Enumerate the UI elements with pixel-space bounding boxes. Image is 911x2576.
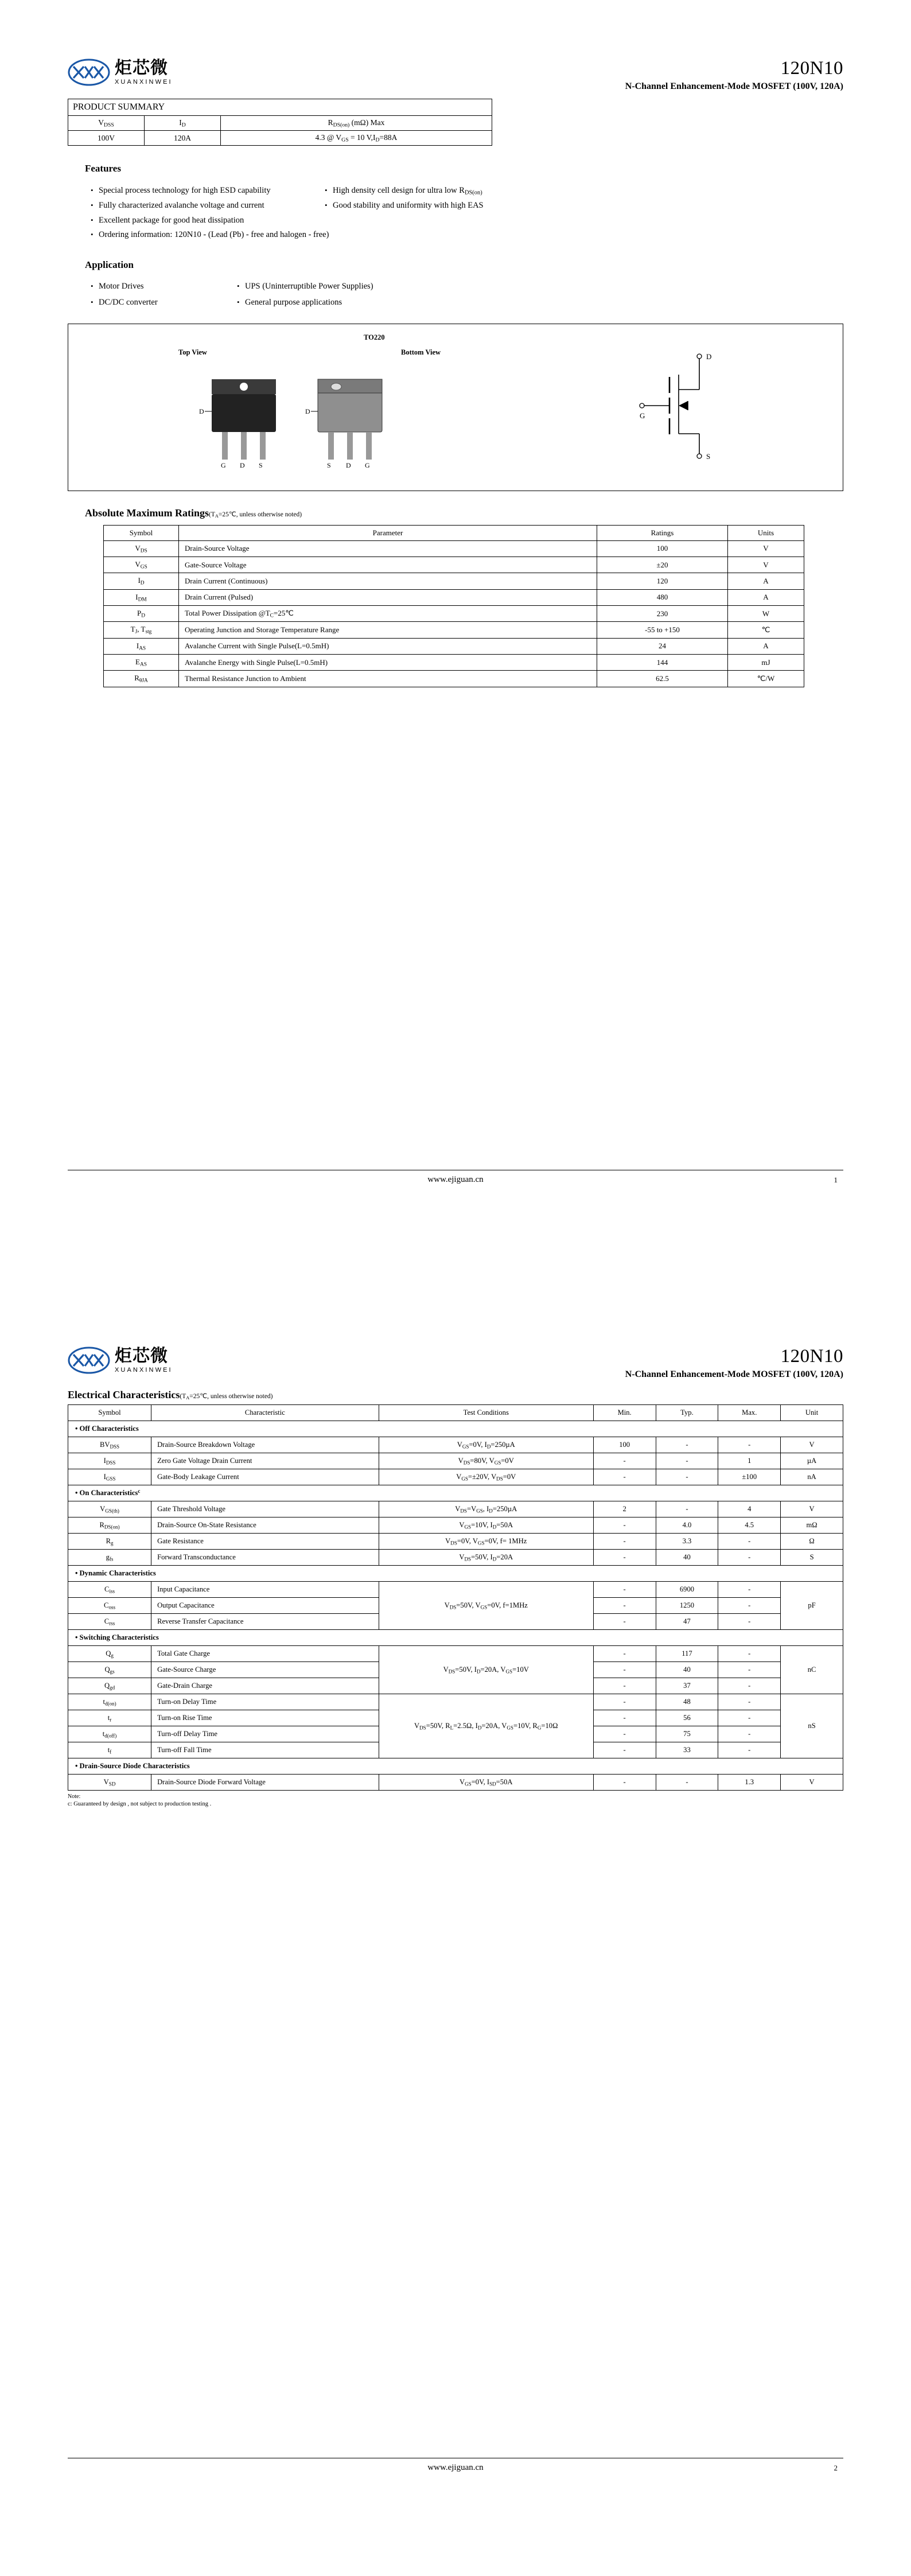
footer-url: www.ejiguan.cn	[427, 2463, 484, 2472]
cell-min: -	[593, 1581, 656, 1597]
group-label: • Dynamic Characteristics	[68, 1565, 843, 1581]
table-row	[104, 589, 804, 605]
cell-unit: Ω	[781, 1533, 843, 1549]
absolute-max-heading: Absolute Maximum $Ratings(T_A=25℃$, unless otherwise noted)	[85, 507, 302, 519]
cell-symbol: $V_{GS(th)}$	[68, 1501, 151, 1517]
cell-max: -	[718, 1437, 781, 1453]
mosfet-symbol-icon	[619, 345, 745, 471]
brand-name-en: XUANXINWEI	[115, 78, 173, 85]
table-group-row	[68, 1485, 843, 1501]
table-row	[104, 557, 804, 573]
table-group-row	[68, 1421, 843, 1437]
cell-symbol: $g_{fs}$	[68, 1549, 151, 1565]
cell-rating: 100	[597, 540, 728, 557]
top-view-label: Top View	[178, 348, 207, 356]
cell-symbol: $t_{d(on)}$	[68, 1694, 151, 1710]
col-unit: Unit	[781, 1404, 843, 1421]
group-label: • Drain-Source Diode Characteristics	[68, 1758, 843, 1774]
cell-characteristic: Turn-off Delay Time	[151, 1726, 379, 1742]
cell-symbol: $t_f$	[68, 1742, 151, 1758]
cell-max: -	[718, 1549, 781, 1565]
features-heading: Features	[85, 163, 121, 174]
cell-characteristic: Turn-on Rise Time	[151, 1710, 379, 1726]
cell-unit: nS	[781, 1694, 843, 1758]
cell-min: -	[593, 1613, 656, 1629]
table-row	[104, 654, 804, 670]
svg-text:D: D	[199, 407, 204, 415]
table-group-row	[68, 1629, 843, 1645]
cell-symbol: $Q_{gs}$	[68, 1661, 151, 1678]
footer-url: www.ejiguan.cn	[427, 1175, 484, 1184]
cell-min: -	[593, 1710, 656, 1726]
company-logo-icon	[68, 1345, 110, 1375]
cell-conditions: $V_{DS}=80V$, $V_{GS}=0V$	[379, 1453, 593, 1469]
company-logo-icon	[68, 57, 110, 87]
cell-rating: ±20	[597, 557, 728, 573]
svg-text:D: D	[240, 461, 245, 469]
cell-typ: 40	[656, 1661, 718, 1678]
cell-unit: A	[728, 573, 804, 589]
table-row	[68, 1501, 843, 1517]
col-test-conditions: Test Conditions	[379, 1404, 593, 1421]
cell-symbol: $V_{SD}$	[68, 1774, 151, 1790]
cell-rating: 24	[597, 638, 728, 654]
cell-min: -	[593, 1678, 656, 1694]
cell-rating: -55 to +150	[597, 622, 728, 638]
cell-unit: V	[781, 1501, 843, 1517]
cell-characteristic: Turn-off Fall Time	[151, 1742, 379, 1758]
cell-characteristic: Gate-Source Charge	[151, 1661, 379, 1678]
cell-characteristic: Turn-on Delay Time	[151, 1694, 379, 1710]
cell-max: -	[718, 1581, 781, 1597]
svg-text:G: G	[365, 461, 370, 469]
cell-max: -	[718, 1613, 781, 1629]
cell-parameter: Gate-Source Voltage	[179, 557, 597, 573]
cell-unit: V	[728, 557, 804, 573]
col-parameter: Parameter	[179, 525, 597, 540]
table-row	[104, 605, 804, 621]
cell-characteristic: Forward Transconductance	[151, 1549, 379, 1565]
cell-min: -	[593, 1661, 656, 1678]
cell-symbol: $C_{iss}$	[68, 1581, 151, 1597]
product-summary-table	[68, 99, 492, 146]
table-row	[104, 671, 804, 687]
table-group-row	[68, 1565, 843, 1581]
cell-unit: nA	[781, 1469, 843, 1485]
cell-symbol: $BV_{DSS}$	[68, 1437, 151, 1453]
cell-rating: 230	[597, 605, 728, 621]
cell-max: -	[718, 1710, 781, 1726]
table-row	[68, 1469, 843, 1485]
cell-symbol: $V_{GS}$	[104, 557, 179, 573]
cell-rating: 62.5	[597, 671, 728, 687]
cell-typ: 56	[656, 1710, 718, 1726]
application-heading: Application	[85, 259, 134, 271]
page-subtitle: N-Channel Enhancement-Mode MOSFET (100V, 120A)	[625, 1369, 843, 1379]
cell-rating: 120	[597, 573, 728, 589]
cell-symbol: $P_D$	[104, 605, 179, 621]
cell-min: -	[593, 1694, 656, 1710]
package-diagram	[68, 324, 843, 491]
cell-unit: V	[781, 1774, 843, 1790]
svg-text:S: S	[706, 452, 711, 461]
cell-max: 1.3	[718, 1774, 781, 1790]
application-list	[91, 279, 843, 310]
cell-unit: A	[728, 589, 804, 605]
page-title: 120N10	[780, 1346, 843, 1367]
cell-max: 1	[718, 1453, 781, 1469]
cell-characteristic: Zero Gate Voltage Drain Current	[151, 1453, 379, 1469]
col-max: Max.	[718, 1404, 781, 1421]
table-row	[68, 1581, 843, 1597]
svg-text:D: D	[305, 407, 310, 415]
feature-item: • Excellent package for good heat dissipation	[91, 213, 325, 228]
page-number: 1	[834, 1175, 838, 1184]
application-item: • Motor Drives	[91, 279, 237, 295]
cell-symbol: $C_{rss}$	[68, 1613, 151, 1629]
svg-text:G: G	[640, 411, 645, 420]
cell-characteristic: Drain-Source On-State Resistance	[151, 1517, 379, 1533]
cell-typ: 33	[656, 1742, 718, 1758]
col-characteristic: Characteristic	[151, 1404, 379, 1421]
cell-characteristic: Drain-Source Diode Forward Voltage	[151, 1774, 379, 1790]
brand-name-cn: 炬芯微	[115, 1345, 168, 1366]
cell-conditions: $V_{DS}=0V$, $V_{GS}=0V$, f= 1MHz	[379, 1533, 593, 1549]
cell-conditions: $V_{DS}=50V$, $R_L=2.5\Omega$, $I_D=20A$, $V_{GS}=10V$, $R_G=10\Omega$	[379, 1694, 593, 1758]
svg-text:D: D	[346, 461, 351, 469]
cell-parameter: Drain-Source Voltage	[179, 540, 597, 557]
cell-max: -	[718, 1726, 781, 1742]
cell-min: -	[593, 1469, 656, 1485]
page-number: 2	[834, 2463, 838, 2472]
table-row	[104, 573, 804, 589]
col-symbol: Symbol	[104, 525, 179, 540]
brand-name-cn: 炬芯微	[115, 57, 168, 78]
cell-min: -	[593, 1645, 656, 1661]
cell-rating: 480	[597, 589, 728, 605]
cell-min: -	[593, 1774, 656, 1790]
table-row	[68, 1517, 843, 1533]
brand-logo	[68, 57, 173, 87]
cell-min: -	[593, 1453, 656, 1469]
cell-min: -	[593, 1517, 656, 1533]
cell-conditions: $V_{DS}=50V$, $I_D=20A$	[379, 1549, 593, 1565]
page-subtitle: N-Channel Enhancement-Mode MOSFET (100V, 120A)	[625, 81, 843, 91]
cell-conditions: $V_{DS}=V_{GS}$, $I_D=250\mu A$	[379, 1501, 593, 1517]
cell-parameter: Thermal Resistance Junction to Ambient	[179, 671, 597, 687]
cell-symbol: $C_{oss}$	[68, 1597, 151, 1613]
cell-min: -	[593, 1742, 656, 1758]
cell-conditions: $V_{GS}=10V$, $I_D=50A$	[379, 1517, 593, 1533]
page-footer-2	[68, 2458, 843, 2473]
cell-max: -	[718, 1533, 781, 1549]
cell-parameter: Avalanche Current with Single Pulse(L=0.5mH)	[179, 638, 597, 654]
group-label: • Off Characteristics	[68, 1421, 843, 1437]
cell-characteristic: Output Capacitance	[151, 1597, 379, 1613]
cell-unit: µA	[781, 1453, 843, 1469]
cell-unit: mJ	[728, 654, 804, 670]
table-row	[104, 540, 804, 557]
cell-unit: nC	[781, 1645, 843, 1694]
application-item: • General purpose applications	[237, 295, 342, 311]
feature-item: • Fully characterized avalanche voltage and current	[91, 199, 325, 213]
summary-value-vdss: 100V	[68, 131, 145, 146]
feature-item: • High density cell design for ultra low $R_{DS(on)}$	[325, 184, 566, 199]
table-row	[68, 1453, 843, 1469]
cell-typ: 48	[656, 1694, 718, 1710]
product-summary-title: PRODUCT SUMMARY	[68, 99, 492, 115]
page-footer	[68, 1170, 843, 1185]
cell-characteristic: Gate Threshold Voltage	[151, 1501, 379, 1517]
table-row	[68, 1533, 843, 1549]
cell-characteristic: Drain-Source Breakdown Voltage	[151, 1437, 379, 1453]
cell-unit: V	[781, 1437, 843, 1453]
cell-typ: -	[656, 1501, 718, 1517]
application-item: • UPS (Uninterruptible Power Supplies)	[237, 279, 373, 295]
cell-typ: -	[656, 1437, 718, 1453]
cell-parameter: Drain Current (Continuous)	[179, 573, 597, 589]
summary-value-rdson: 4.3 @ $V_{GS} = 10$ $V,I_D=88A$	[221, 131, 492, 146]
table-row	[104, 622, 804, 638]
cell-max: -	[718, 1597, 781, 1613]
features-list	[91, 184, 843, 242]
cell-symbol: $I_{DSS}$	[68, 1453, 151, 1469]
cell-min: -	[593, 1597, 656, 1613]
cell-min: -	[593, 1726, 656, 1742]
absolute-maximum-ratings-table	[103, 525, 804, 687]
table-row	[68, 1694, 843, 1710]
cell-max: ±100	[718, 1469, 781, 1485]
summary-header-id: $I_D$	[145, 115, 221, 130]
cell-typ: -	[656, 1453, 718, 1469]
cell-symbol: $Q_g$	[68, 1645, 151, 1661]
cell-typ: 4.0	[656, 1517, 718, 1533]
svg-text:D: D	[706, 352, 712, 361]
cell-symbol: $Q_{gd}$	[68, 1678, 151, 1694]
page-title: 120N10	[780, 58, 843, 79]
cell-min: -	[593, 1549, 656, 1565]
summary-header-vdss: $V_{DSS}$	[68, 115, 145, 130]
cell-symbol: $T_J$, $T_{stg}$	[104, 622, 179, 638]
cell-min: 100	[593, 1437, 656, 1453]
cell-typ: -	[656, 1774, 718, 1790]
group-label: • On Characteristics$^c$	[68, 1485, 843, 1501]
cell-parameter: Avalanche Energy with Single Pulse(L=0.5mH)	[179, 654, 597, 670]
table-note	[68, 1793, 843, 1809]
application-item: • DC/DC converter	[91, 295, 237, 311]
cell-conditions: $V_{DS}=50V$, $V_{GS}=0V$, f=1MHz	[379, 1581, 593, 1629]
cell-conditions: $V_{GS}=\pm 20V$, $V_{DS}=0V$	[379, 1469, 593, 1485]
note-label: Note:	[68, 1793, 81, 1800]
document-header	[68, 0, 843, 92]
col-typ: Typ.	[656, 1404, 718, 1421]
cell-typ: 47	[656, 1613, 718, 1629]
cell-symbol: $V_{DS}$	[104, 540, 179, 557]
cell-typ: 3.3	[656, 1533, 718, 1549]
cell-characteristic: Gate-Body Leakage Current	[151, 1469, 379, 1485]
cell-unit: V	[728, 540, 804, 557]
summary-header-rdson: $R_{DS(on)}$ (mΩ) Max	[221, 115, 492, 130]
cell-symbol: $E_{AS}$	[104, 654, 179, 670]
table-group-row	[68, 1758, 843, 1774]
cell-conditions: $V_{GS}=0V$, $I_{SD}=50A$	[379, 1774, 593, 1790]
note-text: c: Guaranteed by design , not subject to production testing .	[68, 1801, 212, 1808]
cell-unit: A	[728, 638, 804, 654]
cell-max: -	[718, 1678, 781, 1694]
cell-typ: 40	[656, 1549, 718, 1565]
cell-unit: mΩ	[781, 1517, 843, 1533]
cell-symbol: $I_D$	[104, 573, 179, 589]
cell-parameter: Drain Current (Pulsed)	[179, 589, 597, 605]
cell-parameter: Total Power Dissipation $@T_C=25℃$	[179, 605, 597, 621]
table-row	[68, 1645, 843, 1661]
electrical-body	[68, 1421, 843, 1790]
cell-typ: 75	[656, 1726, 718, 1742]
cell-unit: ℃/W	[728, 671, 804, 687]
cell-characteristic: Gate Resistance	[151, 1533, 379, 1549]
table-row	[68, 1774, 843, 1790]
electrical-characteristics-heading: Electrical $Characteristics(T_A=25℃$, unless otherwise noted)	[68, 1388, 273, 1400]
package-name-label: TO220	[364, 333, 385, 341]
cell-max: -	[718, 1742, 781, 1758]
bottom-view-label: Bottom View	[401, 348, 441, 356]
electrical-characteristics-table	[68, 1404, 843, 1791]
ratings-body	[104, 540, 804, 687]
table-row	[104, 638, 804, 654]
cell-parameter: Operating Junction and Storage Temperature Range	[179, 622, 597, 638]
cell-min: -	[593, 1533, 656, 1549]
cell-unit: S	[781, 1549, 843, 1565]
page-2	[0, 1288, 911, 2576]
cell-characteristic: Gate-Drain Charge	[151, 1678, 379, 1694]
cell-unit: pF	[781, 1581, 843, 1629]
cell-conditions: $V_{GS}=0V$, $I_D=250\mu A$	[379, 1437, 593, 1453]
svg-text:G: G	[221, 461, 226, 469]
col-min: Min.	[593, 1404, 656, 1421]
table-row	[68, 1549, 843, 1565]
cell-symbol: $I_{AS}$	[104, 638, 179, 654]
col-ratings: Ratings	[597, 525, 728, 540]
cell-symbol: $I_{GSS}$	[68, 1469, 151, 1485]
cell-symbol: $I_{DM}$	[104, 589, 179, 605]
cell-symbol: $t_r$	[68, 1710, 151, 1726]
to220-bottom-view-icon	[295, 369, 418, 469]
cell-unit: W	[728, 605, 804, 621]
feature-item: • Good stability and uniformity with high EAS	[325, 199, 566, 213]
cell-characteristic: Input Capacitance	[151, 1581, 379, 1597]
svg-text:S: S	[259, 461, 263, 469]
cell-symbol: $R_{DS(on)}$	[68, 1517, 151, 1533]
cell-typ: 117	[656, 1645, 718, 1661]
cell-characteristic: Reverse Transfer Capacitance	[151, 1613, 379, 1629]
col-symbol: Symbol	[68, 1404, 151, 1421]
cell-symbol: $t_{d(off)}$	[68, 1726, 151, 1742]
feature-item: • Ordering information: 120N10 - (Lead (Pb) - free and halogen - free)	[91, 228, 329, 242]
cell-rating: 144	[597, 654, 728, 670]
cell-symbol: $R_g$	[68, 1533, 151, 1549]
cell-max: -	[718, 1694, 781, 1710]
col-units: Units	[728, 525, 804, 540]
feature-item: • Special process technology for high ESD capability	[91, 184, 325, 199]
brand-logo-2	[68, 1345, 173, 1375]
cell-typ: 37	[656, 1678, 718, 1694]
brand-name-en: XUANXINWEI	[115, 1366, 173, 1373]
cell-max: -	[718, 1645, 781, 1661]
cell-conditions: $V_{DS}=50V$, $I_D=20A$, $V_{GS}=10V$	[379, 1645, 593, 1694]
cell-characteristic: Total Gate Charge	[151, 1645, 379, 1661]
cell-max: 4	[718, 1501, 781, 1517]
cell-unit: ℃	[728, 622, 804, 638]
cell-max: -	[718, 1661, 781, 1678]
document-header-2	[68, 1288, 843, 1380]
cell-typ: -	[656, 1469, 718, 1485]
cell-max: 4.5	[718, 1517, 781, 1533]
cell-min: 2	[593, 1501, 656, 1517]
group-label: • Switching Characteristics	[68, 1629, 843, 1645]
table-row	[68, 1437, 843, 1453]
svg-text:S: S	[327, 461, 331, 469]
summary-value-id: 120A	[145, 131, 221, 146]
cell-typ: 1250	[656, 1597, 718, 1613]
cell-typ: 6900	[656, 1581, 718, 1597]
cell-symbol: $R_{\theta JA}$	[104, 671, 179, 687]
to220-top-view-icon	[189, 369, 309, 469]
